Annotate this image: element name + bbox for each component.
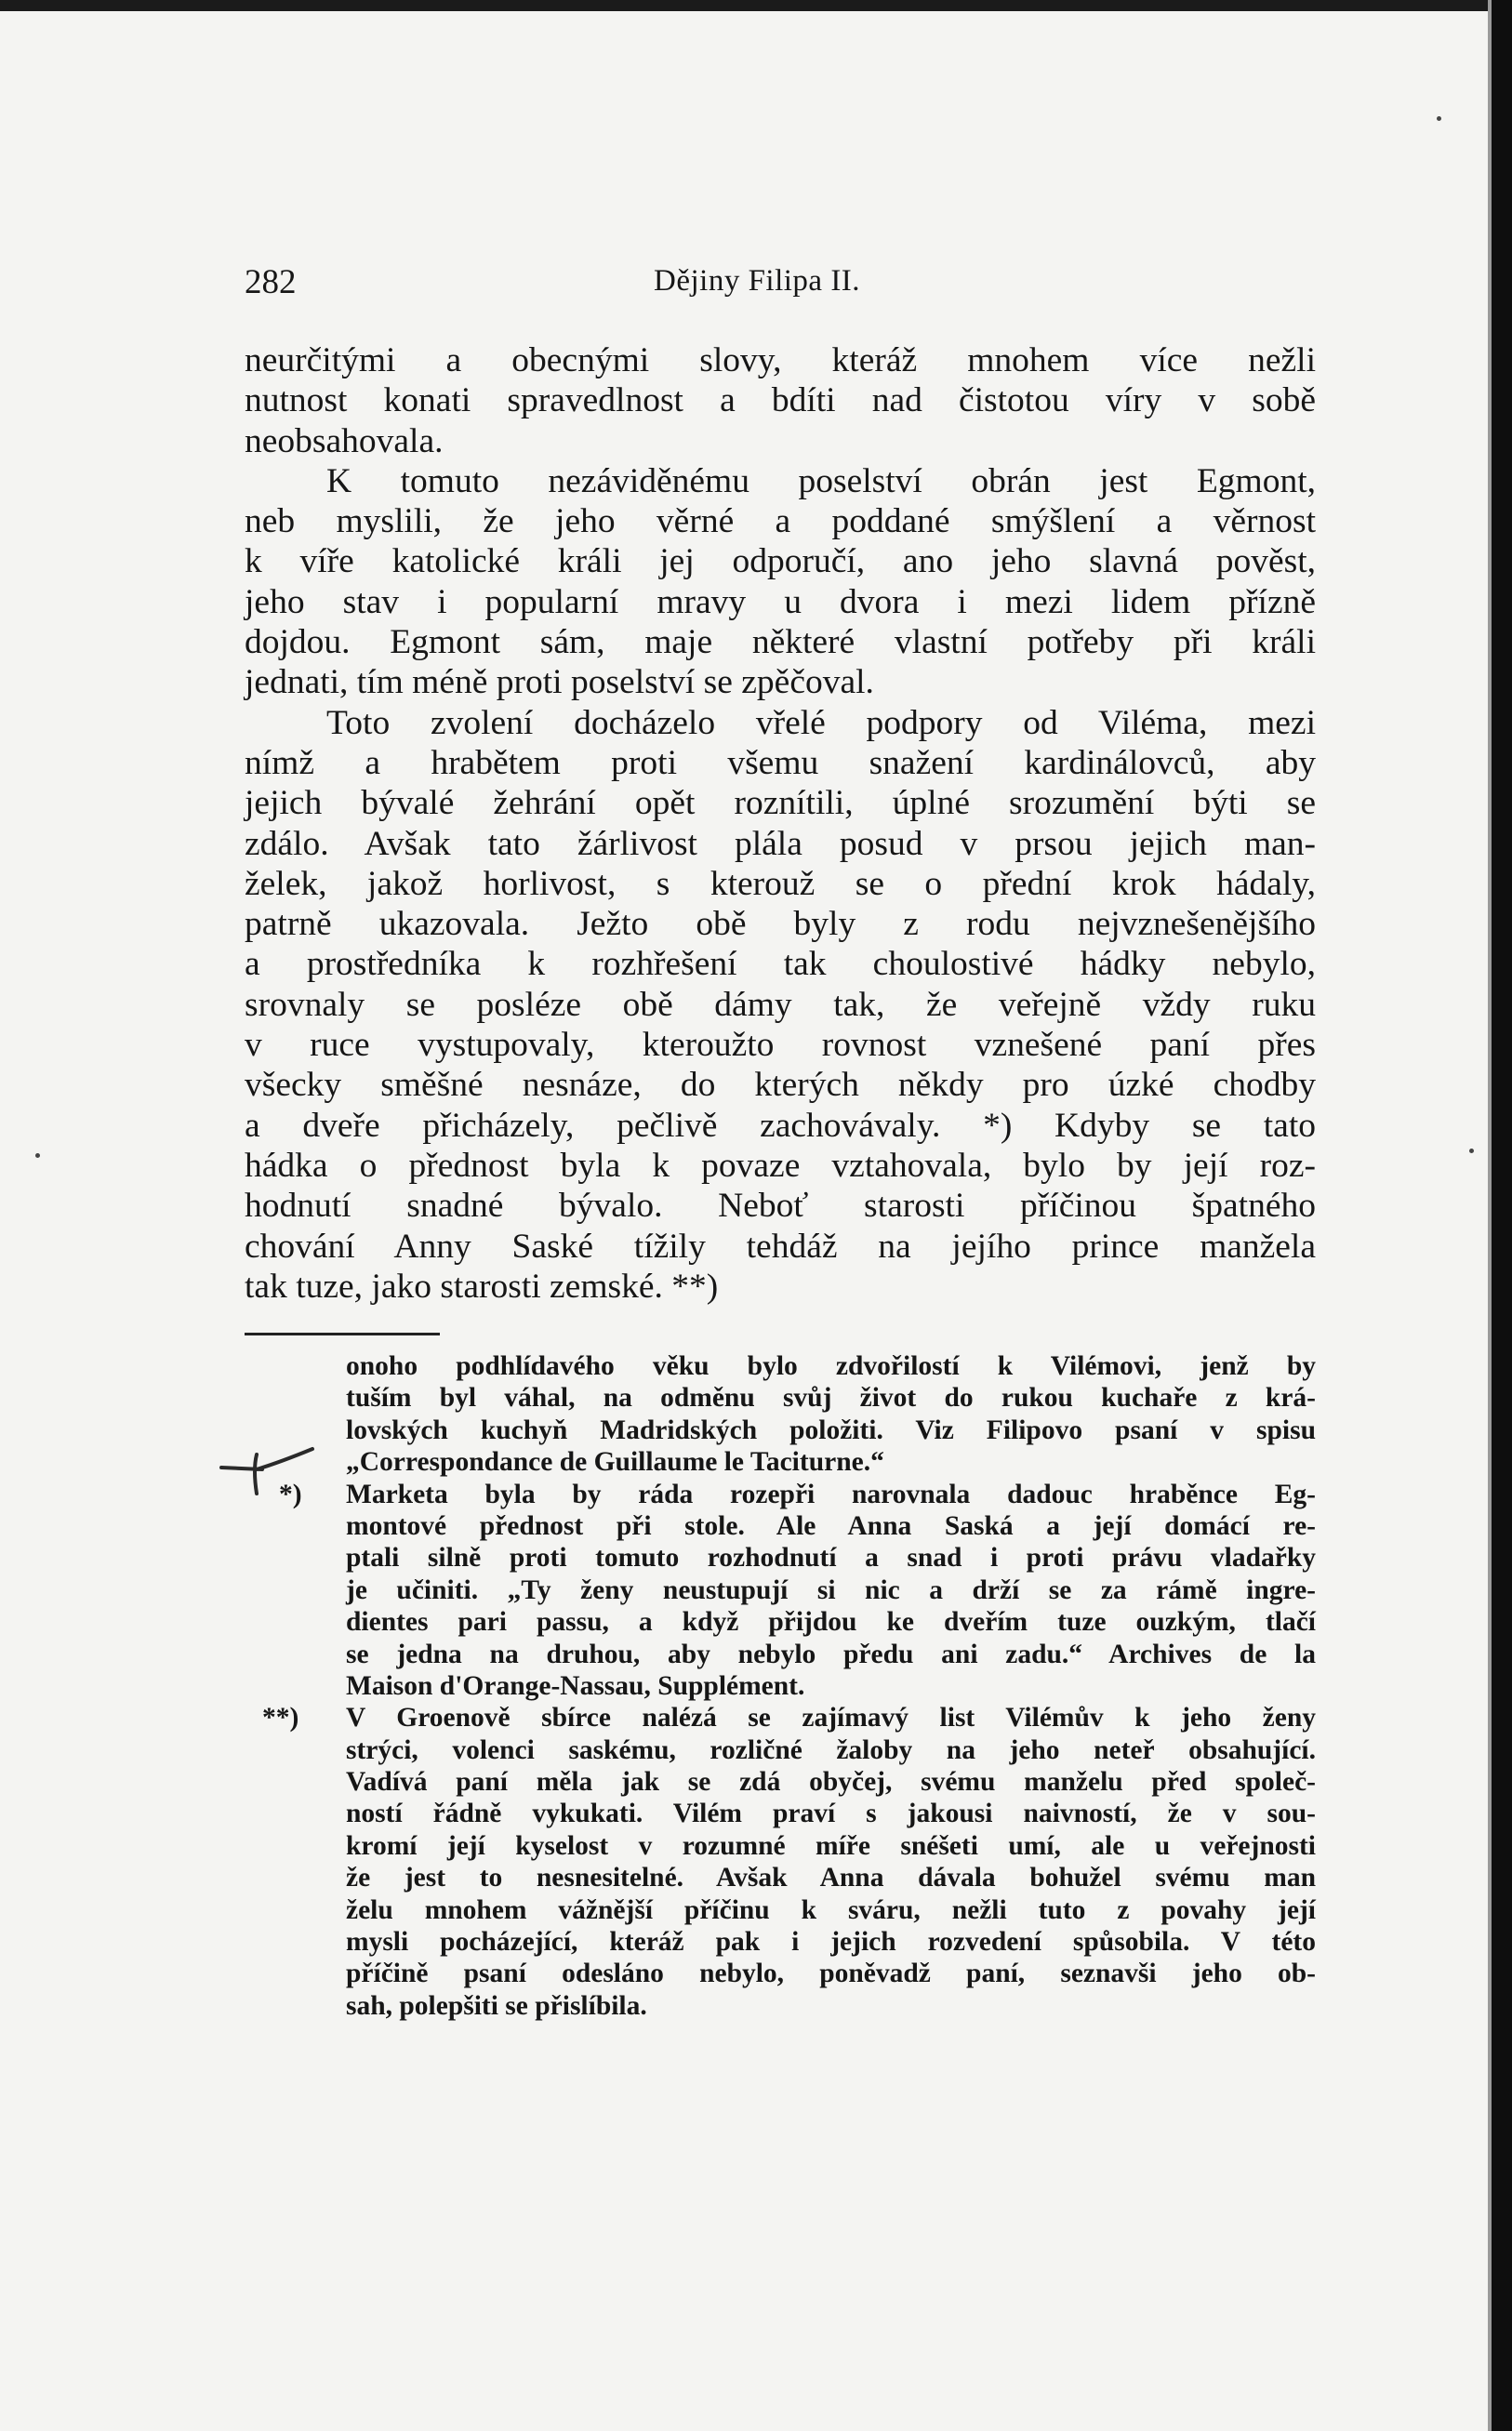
text-line: hodnutí snadné bývalo. Neboť starosti příčinou špatného	[245, 1187, 1316, 1226]
main-text	[245, 340, 1316, 1307]
footnote-line: lovských kuchyň Madridských položiti. Viz Filipovo psaní v spisu	[346, 1415, 1316, 1445]
footnote-line: onoho podhlídavého věku bylo zdvořilostí k Vilémovi, jenž by	[346, 1351, 1316, 1381]
running-title: Dějiny Filipa II.	[654, 264, 861, 298]
footnote-line: montové přednost při stole. Ale Anna Saská a její domácí re-	[346, 1510, 1316, 1541]
text-line: a dveře přicházely, pečlivě zachovávaly. *) Kdyby se tato	[245, 1106, 1316, 1145]
footnote-line: Vadívá paní měla jak se zdá obyčej, svému manželu před společ-	[346, 1767, 1316, 1798]
footnote-line: se jedna na druhou, aby nebylo předu ani zadu.“ Archives de la	[346, 1639, 1316, 1669]
footnotes	[262, 1350, 1316, 2022]
footnote-marker: *)	[279, 1479, 302, 1509]
text-line: hádka o přednost byla k povaze vztahovala, bylo by její roz-	[245, 1146, 1316, 1185]
text-line: tak tuze, jako starosti zemské. **)	[245, 1267, 719, 1306]
footnote-line: mysli pocházející, kteráž pak i jejich rozvedení spůsobila. V této	[346, 1927, 1316, 1958]
text-line: jejich bývalé žehrání opět roznítili, úplné srozumění býti se	[245, 784, 1316, 823]
running-head	[245, 262, 1314, 303]
footnote-line: ptali silně proti tomuto rozhodnutí a snad i proti právu vladařky	[346, 1543, 1316, 1574]
text-line: a prostředníka k rozhřešení tak choulostivé hádky nebylo,	[245, 945, 1316, 984]
footnote-line: tuším byl váhal, na odměnu svůj život do rukou kuchaře z krá-	[346, 1383, 1316, 1414]
footnote-line: dientes pari passu, a když přijdou ke dveřím tuze ouzkým, tlačí	[346, 1607, 1316, 1638]
footnote-line: je učiniti. „Ty ženy neustupují si nic a drží se za rámě ingre-	[346, 1574, 1316, 1605]
scan-speck	[35, 1153, 40, 1158]
text-line: jeho stav i popularní mravy u dvora i mezi lidem přízně	[245, 582, 1316, 621]
text-line: patrně ukazovala. Ježto obě byly z rodu nejvznešenějšího	[245, 905, 1316, 944]
footnote-text: V Groenově sbírce nalézá se zajímavý list Vilémův k jeho ženy	[346, 1703, 1316, 1734]
footnote-text: Marketa byla by ráda rozepři narovnala dadouc hraběnce Eg-	[346, 1479, 1316, 1509]
footnote-line: strýci, volenci saskému, rozličné žaloby na jeho neteř obsahující.	[346, 1734, 1316, 1765]
text-line: neobsahovala.	[245, 421, 444, 460]
text-line: nímž a hrabětem proti všemu snažení kardinálovců, aby	[245, 743, 1316, 782]
footnote-line: sah, polepšiti se přislíbila.	[346, 1990, 647, 2021]
text-line: v ruce vystupovaly, kteroužto rovnost vznešené paní přes	[245, 1026, 1316, 1065]
footnote-line	[262, 1702, 1316, 1734]
text-line: všecky směšné nesnáze, do kterých někdy pro úzké chodby	[245, 1066, 1316, 1105]
text-line: chování Anny Saské tížily tehdáž na jejího prince manžela	[245, 1227, 1316, 1266]
scan-speck	[1437, 116, 1441, 121]
footnote-line: ností řádně vykukati. Vilém praví s jakousi naivností, že v sou-	[346, 1799, 1316, 1829]
footnote-line	[279, 1479, 1316, 1510]
text-line: zdálo. Avšak tato žárlivost plála posud v prsou jejich man-	[245, 824, 1316, 863]
text-line: želek, jakož horlivost, s kterouž se o přední krok hádaly,	[245, 864, 1316, 903]
footnote-line: že jest to nesnesitelné. Avšak Anna dávala bohužel svému man	[346, 1863, 1316, 1893]
footnote-line: Maison d'Orange-Nassau, Supplément.	[346, 1670, 805, 1701]
text-line: neb myslili, že jeho věrné a poddané smýšlení a věrnost	[245, 502, 1316, 541]
footnote-rule	[245, 1333, 440, 1335]
scan-border-right	[1492, 0, 1512, 2431]
text-line: nutnost konati spravedlnost a bdíti nad čistotou víry v sobě	[245, 381, 1316, 420]
footnote-line: „Correspondance de Guillaume le Taciturne.“	[346, 1447, 884, 1478]
pencil-mark-icon	[216, 1441, 318, 1507]
text-line: k víře katolické králi jej odporučí, ano jeho slavná pověst,	[245, 542, 1316, 581]
footnote-line: kromí její kyselost v rozumné míře snéšeti umí, ale u veřejnosti	[346, 1830, 1316, 1861]
text-line: srovnaly se posléze obě dámy tak, že veřejně vždy ruku	[245, 985, 1316, 1024]
text-line: neurčitými a obecnými slovy, kteráž mnohem více nežli	[245, 341, 1316, 379]
scan-speck	[1469, 1149, 1474, 1153]
footnote-line: želu mnohem vážnější příčinu k sváru, nežli tuto z povahy její	[346, 1894, 1316, 1925]
text-line: Toto zvolení docházelo vřelé podpory od Viléma, mezi	[326, 703, 1316, 742]
text-line: jednati, tím méně proti poselství se zpěčoval.	[245, 663, 874, 702]
page-number: 282	[245, 263, 297, 301]
text-line: dojdou. Egmont sám, maje některé vlastní potřeby při králi	[245, 623, 1316, 662]
text-line: K tomuto nezáviděnému poselství obrán jest Egmont,	[326, 461, 1316, 500]
scan-border-top	[0, 0, 1512, 11]
footnote-line: příčině psaní odesláno nebylo, poněvadž paní, seznavši jeho ob-	[346, 1959, 1316, 1989]
footnote-marker: **)	[262, 1703, 299, 1734]
